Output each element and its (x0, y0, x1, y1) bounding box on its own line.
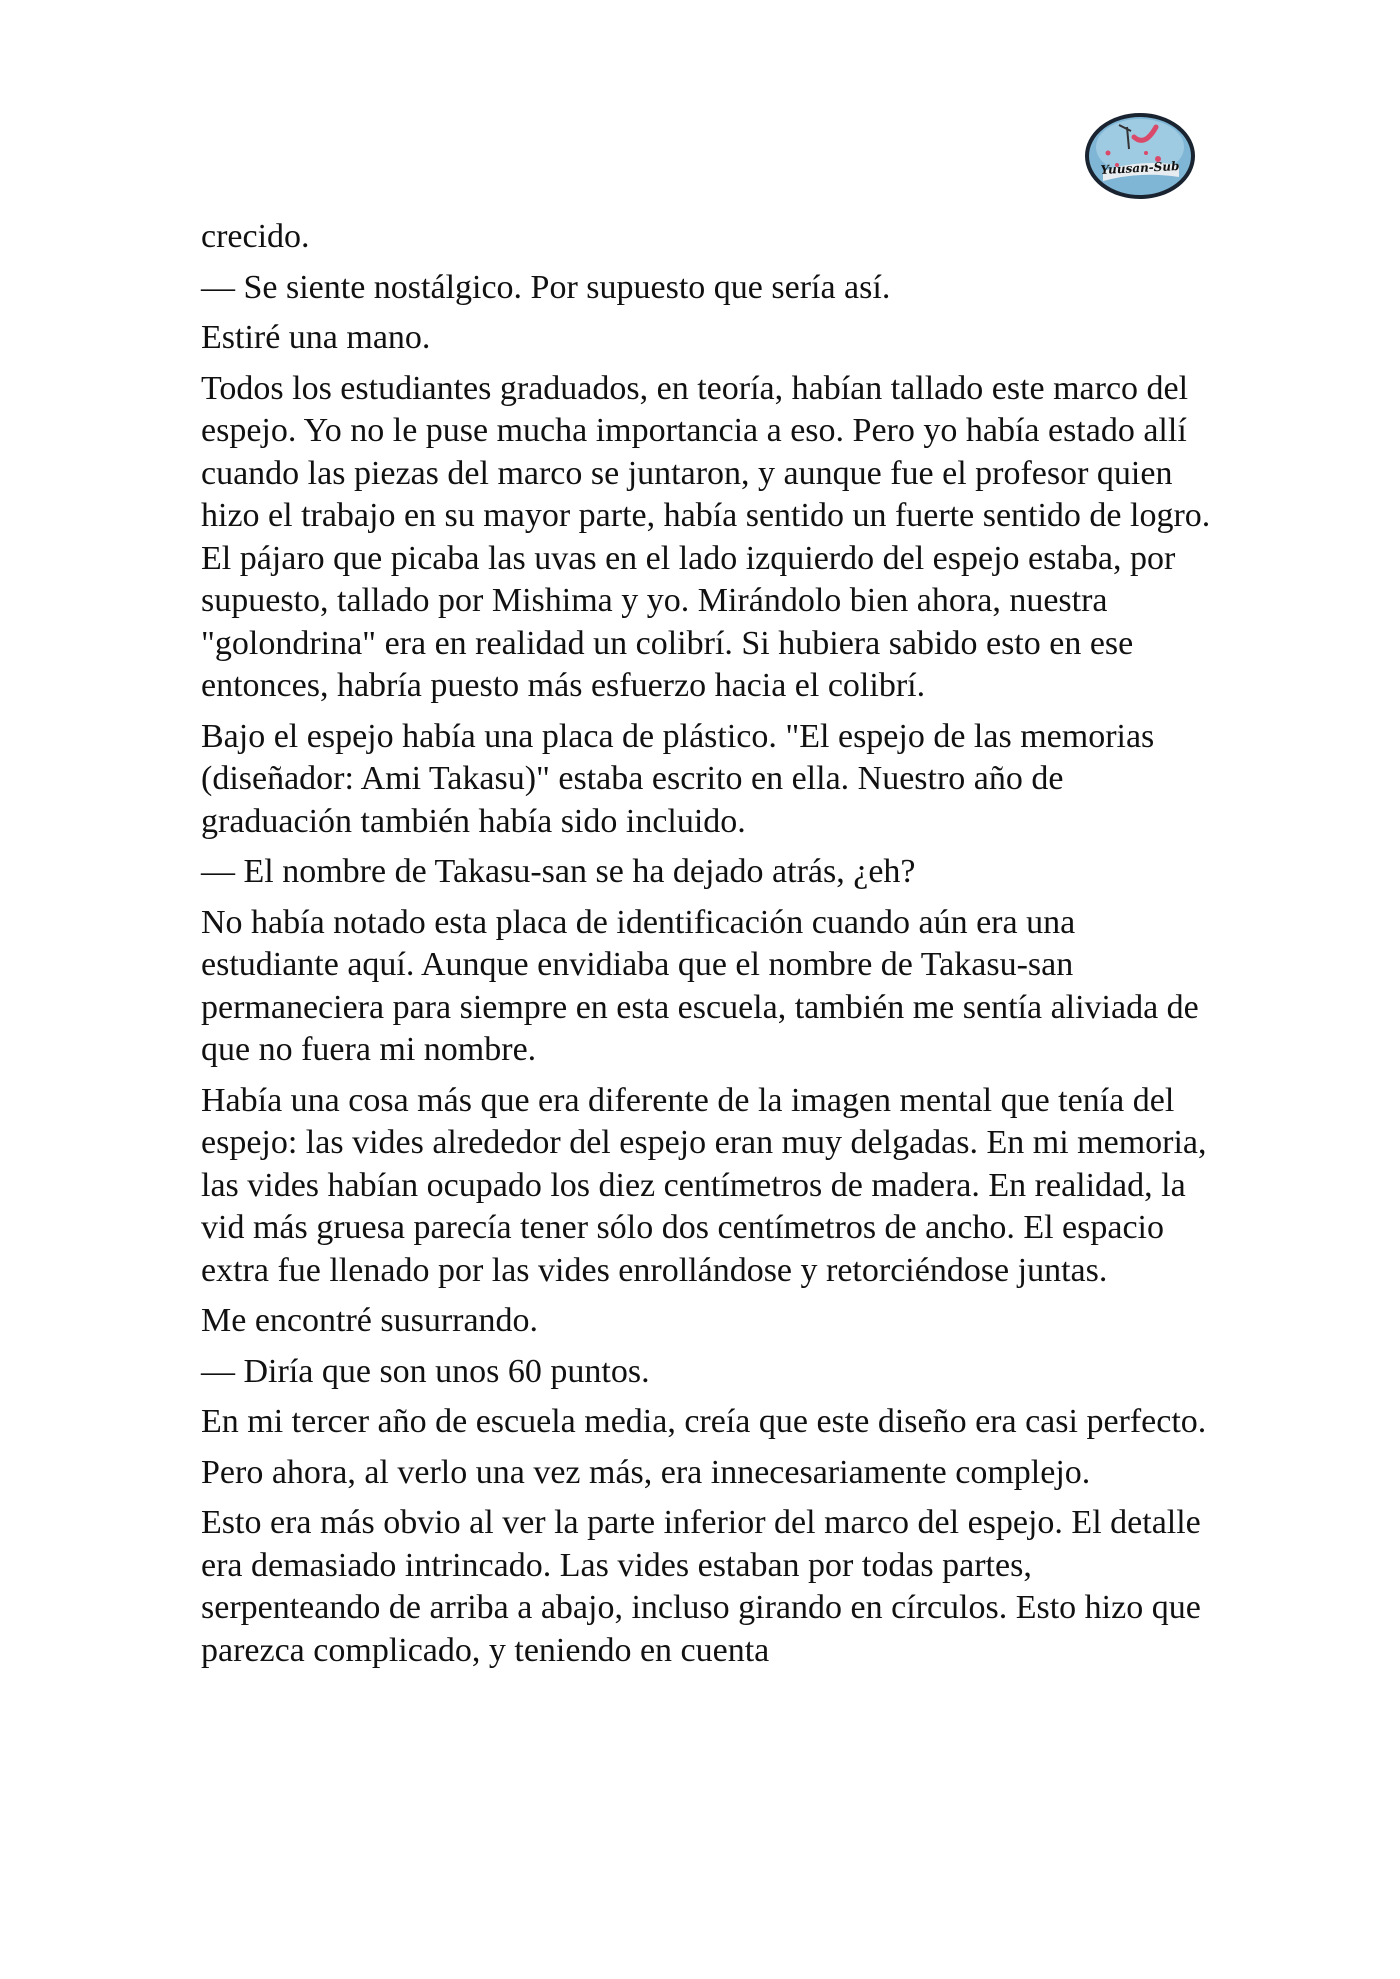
paragraph: — El nombre de Takasu-san se ha dejado atrás, ¿eh? (201, 853, 916, 890)
paragraph: Bajo el espejo había una placa de plástico. "El espejo de las memorias (diseñador: Ami Takasu)" estaba escrito en ella. Nuestro año de graduación también había sido incluido. (201, 717, 1155, 840)
paragraph: Esto era más obvio al ver la parte inferior del marco del espejo. El detalle era demasiado intrincado. Las vides estaban por todas partes, serpenteando de arriba a abajo, incluso girando en círculos. Esto hizo que parezca complicado, y teniendo en cuenta (201, 1504, 1201, 1669)
paragraph: — Se siente nostálgico. Por supuesto que sería así. (201, 268, 891, 306)
paragraph: Había una cosa más que era diferente de la imagen mental que tenía del espejo: las vides alrededor del espejo eran muy delgadas. En mi memoria, las vides habían ocupado los diez centímetros de madera. En realidad, la vid más gruesa parecía tener sólo dos centímetros de ancho. El espacio extra fue llenado por las vides enrollándose y retorciéndose juntas. (201, 1081, 1207, 1289)
logo (1083, 105, 1197, 200)
paragraph: Todos los estudiantes graduados, en teoría, habían tallado este marco del espejo. Yo no le puse mucha importancia a eso. Pero yo había estado allí cuando las piezas del marco se juntaron, y aunque fue el profesor quien hizo el trabajo en su mayor parte, había sentido un fuerte sentido de logro. El pájaro que picaba las uvas en el lado izquierdo del espejo estaba, por supuesto, tallado por Mishima y yo. Mirándolo bien ahora, nuestra "golondrina" era en realidad un colibrí. Si hubiera sabido esto en ese entonces, habría puesto más esfuerzo hacia el colibrí. (201, 369, 1211, 704)
logo-text: Yuusan-Sub (1100, 158, 1180, 178)
document-body (201, 216, 1211, 1680)
yuusan-sub-logo-icon (1083, 105, 1197, 200)
paragraph: Me encontré susurrando. (201, 1302, 539, 1339)
paragraph: En mi tercer año de escuela media, creía que este diseño era casi perfecto. (201, 1403, 1207, 1440)
paragraph: No había notado esta placa de identificación cuando aún era una estudiante aquí. Aunque envidiaba que el nombre de Takasu-san permaneciera para siempre en esta escuela, también me sentía aliviada de que no fuera mi nombre. (201, 903, 1199, 1068)
paragraph: — Diría que son unos 60 puntos. (201, 1352, 650, 1390)
paragraph: Estiré una mano. (201, 319, 431, 356)
paragraph: crecido. (201, 218, 310, 255)
paragraph: Pero ahora, al verlo una vez más, era innecesariamente complejo. (201, 1453, 1091, 1491)
